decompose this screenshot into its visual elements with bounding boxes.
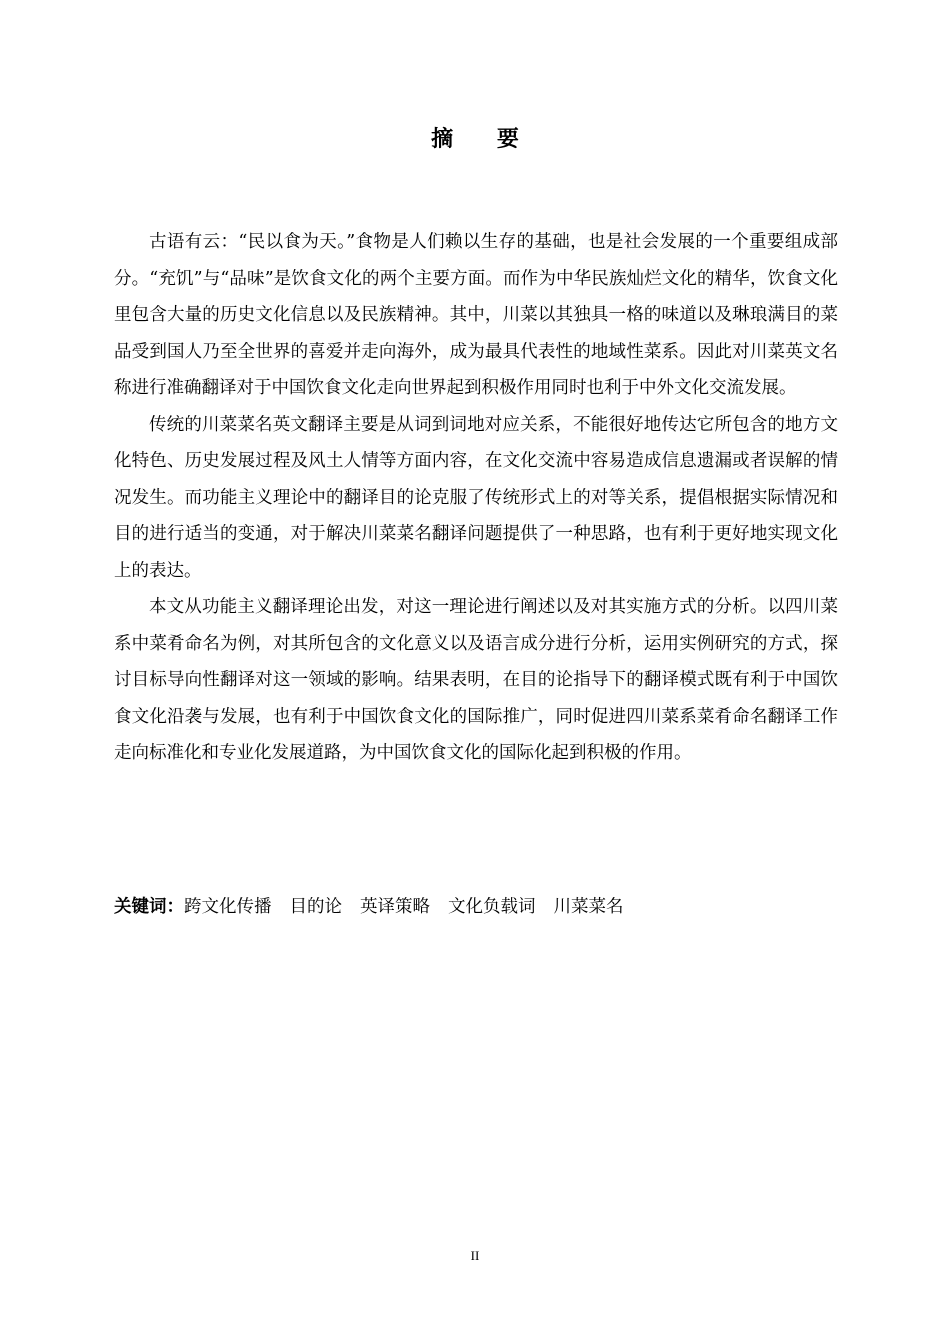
- abstract-paragraph-1: 古语有云：“民以食为天。”食物是人们赖以生存的基础，也是社会发展的一个重要组成部分。“充饥”与“品味”是饮食文化的两个主要方面。而作为中华民族灿烂文化的精华，饮食文化里包含大量的历史文化信息以及民族精神。其中，川菜以其独具一格的味道以及琳琅满目的菜品受到国人乃至全世界的喜爱并走向海外，成为最具代表性的地域性菜系。因此对川菜英文名称进行准确翻译对于中国饮食文化走向世界起到积极作用同时也利于中外文化交流发展。: [114, 232, 838, 398]
- keywords-label: 关键词：: [114, 897, 184, 917]
- keyword-item: 文化负载词: [448, 897, 536, 917]
- abstract-body: [114, 224, 838, 772]
- keyword-item: 川菜菜名: [553, 897, 624, 917]
- keyword-item: 跨文化传播: [184, 897, 272, 917]
- abstract-paragraph-3: 本文从功能主义翻译理论出发，对这一理论进行阐述以及对其实施方式的分析。以四川菜系中菜肴命名为例，对其所包含的文化意义以及语言成分进行分析，运用实例研究的方式，探讨目标导向性翻译对这一领域的影响。结果表明，在目的论指导下的翻译模式既有利于中国饮食文化沿袭与发展，也有利于中国饮食文化的国际推广，同时促进四川菜系菜肴命名翻译工作走向标准化和专业化发展道路，为中国饮食文化的国际化起到积极的作用。: [114, 597, 838, 763]
- abstract-paragraph-2: 传统的川菜菜名英文翻译主要是从词到词地对应关系，不能很好地传达它所包含的地方文化特色、历史发展过程及风土人情等方面内容，在文化交流中容易造成信息遗漏或者误解的情况发生。而功能主义理论中的翻译目的论克服了传统形式上的对等关系，提倡根据实际情况和目的进行适当的变通，对于解决川菜菜名翻译问题提供了一种思路，也有利于更好地实现文化上的表达。: [114, 414, 838, 581]
- keyword-item: 英译策略: [360, 897, 430, 917]
- keyword-item: 目的论: [289, 897, 342, 917]
- page-number: II: [470, 1248, 480, 1263]
- keywords-line: [114, 890, 838, 924]
- abstract-title: 摘 要: [431, 127, 537, 152]
